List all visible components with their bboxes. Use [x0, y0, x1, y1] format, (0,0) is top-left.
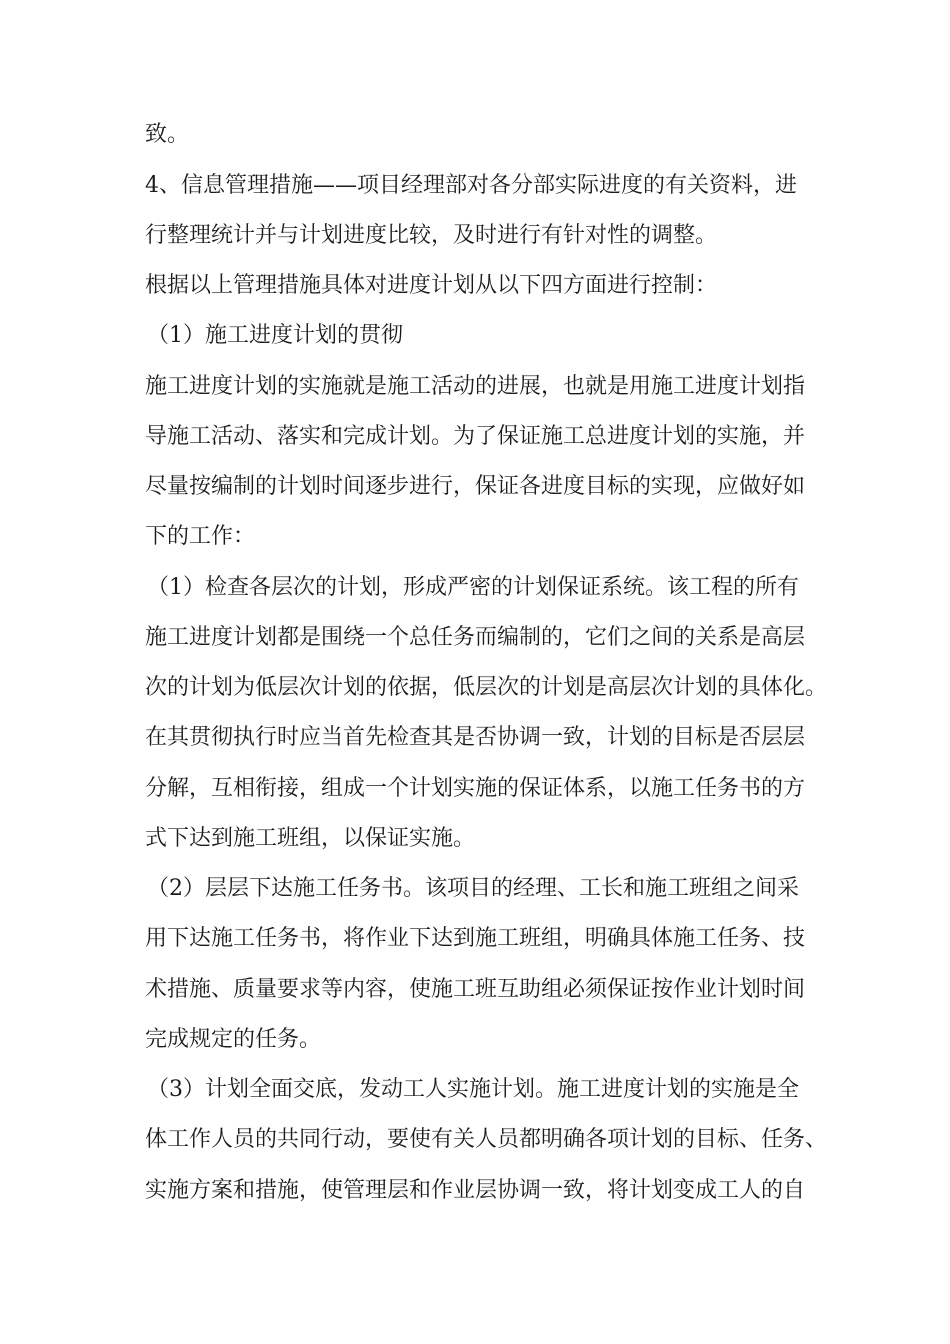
text-line: 完成规定的任务。	[145, 1027, 322, 1052]
text-line: 施工进度计划的实施就是施工活动的进展，也就是用施工进度计划指	[145, 374, 806, 399]
text-line: 次的计划为低层次计划的依据，低层次的计划是高层次计划的具体化。	[145, 675, 828, 700]
text-line: 4、信息管理措施——项目经理部对各分部实际进度的有关资料，进	[145, 173, 797, 198]
text-line: 分解，互相衔接，组成一个计划实施的保证体系，以施工任务书的方	[145, 776, 806, 801]
text-line: 施工进度计划都是围绕一个总任务而编制的，它们之间的关系是高层	[145, 625, 806, 650]
text-line: 根据以上管理措施具体对进度计划从以下四方面进行控制：	[145, 273, 718, 298]
text-line: 致。	[145, 122, 190, 147]
text-line: 实施方案和措施，使管理层和作业层协调一致，将计划变成工人的自	[145, 1178, 806, 1203]
text-line: 下的工作：	[145, 524, 256, 549]
text-line: 体工作人员的共同行动，要使有关人员都明确各项计划的目标、任务、	[145, 1127, 828, 1152]
text-line: 行整理统计并与计划进度比较，及时进行有针对性的调整。	[145, 223, 718, 248]
text-line: 式下达到施工班组，以保证实施。	[145, 826, 476, 851]
text-line: （2）层层下达施工任务书。该项目的经理、工长和施工班组之间采	[147, 876, 799, 901]
section-heading: （1）施工进度计划的贯彻	[147, 323, 403, 348]
text-line: 在其贯彻执行时应当首先检查其是否协调一致，计划的目标是否层层	[145, 725, 806, 750]
text-line: 导施工活动、落实和完成计划。为了保证施工总进度计划的实施，并	[145, 424, 806, 449]
text-line: 用下达施工任务书，将作业下达到施工班组，明确具体施工任务、技	[145, 926, 806, 951]
text-line: 术措施、质量要求等内容，使施工班互助组必须保证按作业计划时间	[145, 977, 806, 1002]
text-line: （3）计划全面交底，发动工人实施计划。施工进度计划的实施是全	[147, 1077, 799, 1102]
text-line: 尽量按编制的计划时间逐步进行，保证各进度目标的实现，应做好如	[145, 474, 806, 499]
text-line: （1）检查各层次的计划，形成严密的计划保证系统。该工程的所有	[147, 575, 799, 600]
